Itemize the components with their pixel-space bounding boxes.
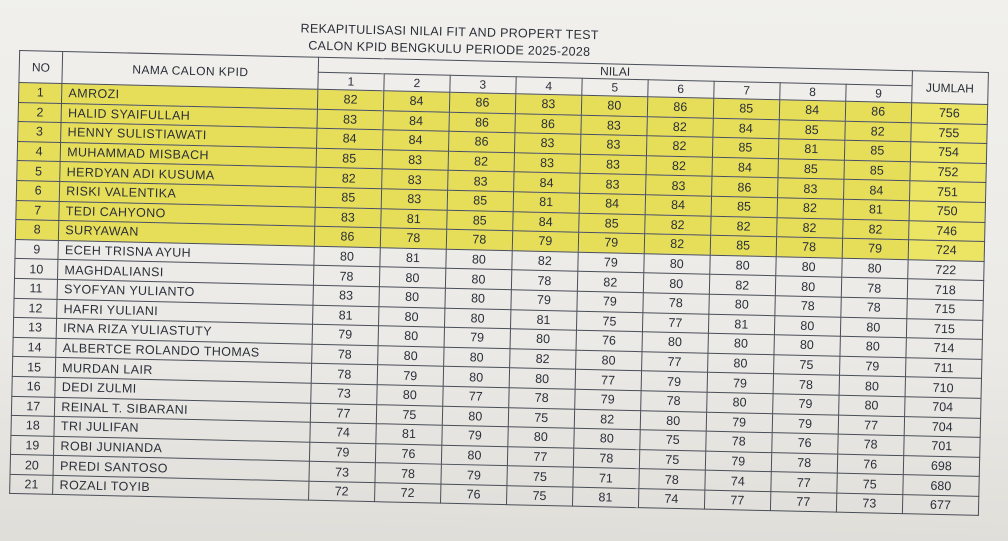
cell-name: HAFRI YULIANI — [57, 299, 313, 324]
cell-score-8: 78 — [775, 296, 841, 317]
cell-name: ECEH TRISNA AYUH — [58, 240, 314, 265]
cell-score-8: 80 — [775, 276, 841, 297]
cell-score-8: 77 — [771, 472, 837, 493]
cell-name: MAGHDALIANSI — [58, 260, 314, 285]
cell-score-1: 78 — [312, 344, 378, 365]
cell-score-8: 78 — [773, 374, 839, 395]
cell-total: 715 — [907, 299, 984, 320]
cell-score-9: 79 — [839, 356, 905, 377]
cell-score-6: 80 — [642, 332, 708, 353]
cell-score-5: 84 — [579, 193, 645, 214]
cell-score-8: 76 — [771, 433, 837, 454]
cell-name: SYOFYAN YULIANTO — [57, 279, 313, 304]
cell-score-6: 78 — [643, 293, 709, 314]
cell-total: 698 — [903, 455, 980, 476]
cell-no: 4 — [17, 141, 61, 162]
cell-name: PREDI SANTOSO — [53, 456, 309, 481]
cell-no: 13 — [13, 318, 57, 339]
cell-score-9: 80 — [840, 317, 906, 338]
cell-score-6: 77 — [642, 312, 708, 333]
cell-score-5: 82 — [577, 272, 643, 293]
cell-score-4: 83 — [515, 94, 581, 115]
cell-score-1: 83 — [313, 285, 379, 306]
cell-score-4: 79 — [511, 290, 577, 311]
cell-score-6: 82 — [646, 136, 712, 157]
cell-no: 15 — [12, 357, 56, 378]
cell-score-8: 78 — [771, 452, 837, 473]
cell-no: 17 — [11, 396, 55, 417]
cell-score-7: 85 — [712, 137, 778, 158]
cell-score-2: 75 — [376, 404, 442, 425]
cell-score-9: 76 — [837, 454, 903, 475]
cell-score-3: 80 — [445, 269, 511, 290]
cell-score-7: 79 — [706, 412, 772, 433]
header-column-4: 4 — [516, 77, 582, 95]
cell-score-6: 79 — [641, 371, 707, 392]
header-column-1: 1 — [318, 72, 384, 90]
cell-score-5: 85 — [578, 213, 644, 234]
cell-score-1: 73 — [311, 383, 377, 404]
cell-total: 751 — [909, 181, 986, 202]
cell-no: 3 — [18, 122, 62, 143]
cell-score-2: 80 — [378, 326, 444, 347]
cell-score-4: 84 — [513, 172, 579, 193]
cell-score-1: 81 — [312, 305, 378, 326]
header-jumlah: JUMLAH — [911, 71, 988, 105]
cell-total: 715 — [906, 318, 983, 339]
cell-score-4: 80 — [510, 329, 576, 350]
cell-score-6: 75 — [640, 430, 706, 451]
cell-name: HERDYAN ADI KUSUMA — [60, 162, 316, 187]
cell-score-2: 84 — [383, 91, 449, 112]
cell-total: 677 — [902, 495, 979, 516]
cell-total: 756 — [911, 103, 988, 124]
cell-score-9: 73 — [836, 493, 902, 514]
cell-score-5: 80 — [575, 350, 641, 371]
cell-score-8: 85 — [779, 119, 845, 140]
cell-score-2: 84 — [382, 130, 448, 151]
cell-total: 704 — [904, 416, 981, 437]
header-name: NAMA CALON KPID — [62, 51, 318, 89]
header-column-9: 9 — [845, 84, 911, 102]
cell-score-6: 86 — [647, 97, 713, 118]
cell-score-9: 85 — [844, 160, 910, 181]
cell-name: SURYAWAN — [59, 221, 315, 246]
cell-no: 10 — [15, 259, 59, 280]
cell-score-8: 81 — [778, 139, 844, 160]
cell-score-8: 85 — [778, 159, 844, 180]
cell-score-9: 80 — [838, 395, 904, 416]
cell-score-4: 80 — [508, 427, 574, 448]
cell-score-2: 80 — [379, 287, 445, 308]
cell-score-4: 82 — [509, 348, 575, 369]
cell-score-3: 79 — [442, 425, 508, 446]
cell-score-3: 82 — [448, 151, 514, 172]
cell-score-5: 79 — [578, 232, 644, 253]
header-column-6: 6 — [648, 80, 714, 98]
cell-score-1: 84 — [316, 128, 382, 149]
cell-score-5: 83 — [580, 134, 646, 155]
cell-score-5: 83 — [581, 115, 647, 136]
cell-score-7: 85 — [710, 235, 776, 256]
cell-score-8: 82 — [776, 217, 842, 238]
cell-total: 710 — [905, 377, 982, 398]
cell-name: TEDI CAHYONO — [59, 201, 315, 226]
cell-score-5: 80 — [574, 428, 640, 449]
cell-score-2: 83 — [382, 169, 448, 190]
cell-no: 6 — [16, 180, 60, 201]
cell-score-7: 74 — [705, 470, 771, 491]
cell-score-2: 80 — [377, 385, 443, 406]
cell-score-8: 79 — [772, 394, 838, 415]
cell-score-7: 85 — [713, 98, 779, 119]
cell-total: 722 — [907, 259, 984, 280]
cell-score-6: 80 — [644, 253, 710, 274]
cell-score-7: 80 — [709, 294, 775, 315]
cell-name: DEDI ZULMI — [55, 377, 311, 402]
cell-score-3: 85 — [447, 190, 513, 211]
cell-score-9: 85 — [844, 140, 910, 161]
cell-score-4: 80 — [509, 368, 575, 389]
cell-score-7: 84 — [713, 118, 779, 139]
cell-score-5: 77 — [575, 370, 641, 391]
cell-total: 750 — [909, 201, 986, 222]
cell-score-6: 75 — [639, 449, 705, 470]
cell-score-5: 78 — [573, 448, 639, 469]
cell-name: AMROZI — [62, 83, 318, 108]
cell-score-4: 78 — [509, 388, 575, 409]
header-column-2: 2 — [384, 74, 450, 92]
cell-score-8: 79 — [772, 413, 838, 434]
cell-score-6: 77 — [641, 351, 707, 372]
cell-score-9: 80 — [840, 336, 906, 357]
cell-score-1: 83 — [315, 207, 381, 228]
cell-score-9: 77 — [838, 415, 904, 436]
cell-score-7: 84 — [712, 157, 778, 178]
cell-name: ROZALI TOYIB — [53, 475, 309, 500]
cell-score-7: 86 — [711, 177, 777, 198]
cell-score-4: 84 — [513, 211, 579, 232]
cell-score-4: 79 — [512, 231, 578, 252]
cell-no: 12 — [14, 298, 58, 319]
cell-total: 754 — [910, 142, 987, 163]
cell-name: REINAL T. SIBARANI — [55, 397, 311, 422]
cell-score-3: 79 — [441, 464, 507, 485]
cell-score-3: 80 — [441, 445, 507, 466]
cell-score-8: 80 — [774, 335, 840, 356]
cell-score-5: 79 — [578, 252, 644, 273]
cell-score-9: 82 — [845, 121, 911, 142]
cell-score-5: 83 — [580, 154, 646, 175]
cell-no: 5 — [17, 161, 61, 182]
cell-score-3: 79 — [444, 327, 510, 348]
cell-score-2: 72 — [374, 483, 440, 504]
cell-score-4: 75 — [507, 466, 573, 487]
cell-name: MURDAN LAIR — [56, 358, 312, 383]
cell-score-3: 76 — [440, 484, 506, 505]
cell-score-7: 79 — [707, 372, 773, 393]
cell-score-1: 86 — [314, 226, 380, 247]
cell-score-8: 84 — [779, 100, 845, 121]
cell-score-3: 85 — [447, 210, 513, 231]
cell-no: 20 — [10, 455, 54, 476]
cell-score-1: 83 — [317, 109, 383, 130]
cell-total: 752 — [910, 162, 987, 183]
cell-score-6: 80 — [640, 410, 706, 431]
cell-score-2: 78 — [375, 463, 441, 484]
cell-score-1: 82 — [317, 89, 383, 110]
cell-score-1: 79 — [312, 324, 378, 345]
cell-score-1: 78 — [313, 266, 379, 287]
cell-score-5: 76 — [576, 330, 642, 351]
cell-total: 724 — [908, 240, 985, 261]
cell-score-4: 83 — [514, 133, 580, 154]
cell-score-9: 75 — [836, 473, 902, 494]
cell-total: 714 — [906, 338, 983, 359]
cell-no: 9 — [15, 239, 59, 260]
cell-score-1: 80 — [314, 246, 380, 267]
cell-name: ALBERTCE ROLANDO THOMAS — [56, 338, 312, 363]
cell-name: HENNY SULISTIAWATI — [61, 123, 317, 148]
cell-no: 14 — [13, 337, 57, 358]
cell-score-8: 80 — [775, 256, 841, 277]
cell-score-8: 82 — [777, 198, 843, 219]
cell-score-9: 78 — [837, 434, 903, 455]
cell-name: MUHAMMAD MISBACH — [60, 142, 316, 167]
cell-no: 2 — [18, 102, 62, 123]
cell-score-2: 80 — [379, 267, 445, 288]
cell-total: 755 — [911, 122, 988, 143]
cell-score-7: 80 — [709, 255, 775, 276]
cell-score-4: 83 — [514, 153, 580, 174]
cell-score-5: 82 — [574, 409, 640, 430]
cell-score-2: 81 — [381, 208, 447, 229]
cell-score-4: 86 — [515, 113, 581, 134]
cell-score-1: 72 — [308, 481, 374, 502]
cell-score-7: 82 — [710, 216, 776, 237]
cell-score-3: 80 — [443, 347, 509, 368]
cell-score-3: 77 — [443, 386, 509, 407]
table-body — [10, 82, 988, 515]
cell-score-3: 86 — [449, 92, 515, 113]
cell-score-3: 86 — [448, 131, 514, 152]
cell-score-1: 73 — [309, 461, 375, 482]
cell-score-1: 85 — [315, 187, 381, 208]
title-line-2: CALON KPID BENGKULU PERIODE 2025-2028 — [308, 38, 591, 59]
cell-name: IRNA RIZA YULIASTUTY — [56, 319, 312, 344]
cell-score-5: 75 — [576, 311, 642, 332]
cell-no: 8 — [15, 220, 59, 241]
cell-score-4: 82 — [512, 250, 578, 271]
cell-score-8: 80 — [774, 315, 840, 336]
cell-score-7: 82 — [709, 275, 775, 296]
cell-no: 18 — [11, 416, 55, 437]
cell-no: 1 — [19, 82, 63, 103]
cell-score-5: 81 — [572, 487, 638, 508]
cell-score-7: 80 — [708, 333, 774, 354]
cell-score-6: 82 — [644, 214, 710, 235]
cell-total: 718 — [907, 279, 984, 300]
cell-score-4: 81 — [510, 309, 576, 330]
document-sheet — [9, 14, 1008, 517]
cell-score-6: 78 — [639, 469, 705, 490]
cell-score-4: 75 — [508, 407, 574, 428]
cell-score-8: 77 — [770, 492, 836, 513]
header-no: NO — [19, 51, 63, 84]
cell-score-4: 75 — [506, 486, 572, 507]
cell-no: 21 — [10, 474, 54, 495]
cell-score-6: 82 — [647, 116, 713, 137]
cell-no: 19 — [10, 435, 54, 456]
cell-score-9: 82 — [842, 219, 908, 240]
cell-total: 680 — [903, 475, 980, 496]
cell-score-2: 80 — [378, 345, 444, 366]
cell-score-4: 78 — [511, 270, 577, 291]
cell-score-2: 81 — [376, 424, 442, 445]
title-line-1: REKAPITULISASI NILAI FIT AND PROPERT TEST — [300, 21, 599, 43]
cell-score-1: 74 — [310, 422, 376, 443]
cell-total: 701 — [903, 436, 980, 457]
cell-name: RISKI VALENTIKA — [60, 181, 316, 206]
cell-name: TRI JULIFAN — [54, 416, 310, 441]
cell-score-3: 86 — [449, 112, 515, 133]
cell-score-3: 80 — [442, 406, 508, 427]
cell-score-6: 84 — [645, 195, 711, 216]
cell-score-9: 80 — [839, 375, 905, 396]
cell-score-5: 79 — [574, 389, 640, 410]
cell-score-8: 75 — [773, 354, 839, 375]
header-column-3: 3 — [450, 75, 516, 93]
cell-total: 711 — [905, 357, 982, 378]
cell-score-9: 81 — [843, 199, 909, 220]
cell-score-2: 78 — [380, 228, 446, 249]
cell-score-7: 80 — [707, 353, 773, 374]
cell-score-7: 81 — [708, 314, 774, 335]
cell-score-8: 78 — [776, 237, 842, 258]
cell-score-9: 78 — [840, 297, 906, 318]
cell-score-9: 84 — [843, 180, 909, 201]
cell-score-6: 80 — [643, 273, 709, 294]
cell-score-7: 85 — [711, 196, 777, 217]
cell-score-6: 83 — [645, 175, 711, 196]
header-column-5: 5 — [582, 78, 648, 96]
cell-score-3: 80 — [444, 308, 510, 329]
score-table — [9, 50, 989, 516]
cell-score-3: 80 — [443, 367, 509, 388]
cell-score-3: 83 — [447, 171, 513, 192]
cell-score-2: 79 — [377, 365, 443, 386]
cell-score-1: 78 — [311, 364, 377, 385]
cell-score-6: 78 — [640, 391, 706, 412]
cell-score-2: 83 — [381, 189, 447, 210]
cell-total: 746 — [908, 220, 985, 241]
cell-score-5: 71 — [573, 467, 639, 488]
cell-score-7: 79 — [705, 451, 771, 472]
cell-score-7: 78 — [705, 431, 771, 452]
cell-score-8: 83 — [777, 178, 843, 199]
cell-score-9: 86 — [845, 101, 911, 122]
cell-score-2: 76 — [375, 443, 441, 464]
cell-score-1: 77 — [310, 403, 376, 424]
cell-score-4: 81 — [513, 192, 579, 213]
cell-score-3: 78 — [446, 229, 512, 250]
cell-name: ROBI JUNIANDA — [54, 436, 310, 461]
cell-score-6: 74 — [638, 489, 704, 510]
cell-total: 704 — [904, 397, 981, 418]
cell-score-6: 82 — [644, 234, 710, 255]
cell-score-9: 80 — [841, 258, 907, 279]
cell-score-3: 80 — [446, 249, 512, 270]
cell-score-2: 80 — [378, 306, 444, 327]
cell-no: 16 — [12, 376, 56, 397]
cell-score-5: 79 — [577, 291, 643, 312]
cell-score-2: 83 — [382, 150, 448, 171]
cell-score-3: 80 — [445, 288, 511, 309]
cell-score-4: 77 — [507, 446, 573, 467]
header-column-7: 7 — [713, 81, 779, 99]
cell-score-5: 80 — [581, 95, 647, 116]
cell-score-9: 78 — [841, 278, 907, 299]
cell-name: HALID SYAIFULLAH — [61, 103, 317, 128]
cell-no: 7 — [16, 200, 60, 221]
cell-score-2: 81 — [380, 247, 446, 268]
cell-score-9: 79 — [842, 238, 908, 259]
header-nilai: NILAI — [318, 57, 912, 85]
cell-no: 11 — [14, 278, 58, 299]
cell-score-6: 82 — [646, 156, 712, 177]
cell-score-7: 80 — [706, 392, 772, 413]
cell-score-1: 79 — [309, 442, 375, 463]
cell-score-5: 83 — [579, 174, 645, 195]
header-column-8: 8 — [779, 83, 845, 101]
cell-score-1: 85 — [316, 148, 382, 169]
cell-score-2: 84 — [383, 110, 449, 131]
cell-score-7: 77 — [704, 490, 770, 511]
cell-score-1: 82 — [316, 168, 382, 189]
